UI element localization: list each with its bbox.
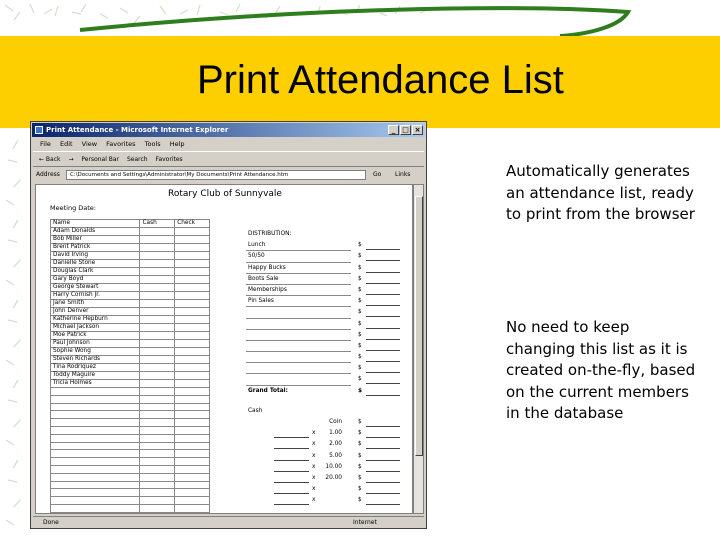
column-check: Check (175, 220, 210, 228)
member-name: Brent Patrick (51, 244, 140, 252)
denomination-row: x $ (246, 484, 411, 495)
column-cash: Cash (140, 220, 175, 228)
check-cell (175, 465, 210, 473)
table-row (51, 419, 210, 427)
cash-cell (140, 252, 175, 260)
check-cell (175, 244, 210, 252)
menu-help[interactable]: Help (169, 140, 185, 148)
club-heading: Rotary Club of Sunnyvale (168, 189, 282, 199)
cash-cell (140, 268, 175, 276)
member-name (51, 434, 140, 442)
maximize-button[interactable]: □ (400, 125, 411, 135)
table-row (51, 252, 210, 260)
cash-cell (140, 372, 175, 380)
address-input[interactable]: C:\Documents and Settings\Administrator\My Documents\Print Attendance.htm (66, 170, 366, 180)
document-page (35, 184, 413, 514)
member-name (51, 473, 140, 481)
member-name: Tina Rodriquez (51, 364, 140, 372)
attendance-rows (51, 228, 210, 513)
status-text: Done (43, 519, 59, 526)
vertical-scrollbar[interactable] (413, 184, 424, 514)
cash-cell (140, 442, 175, 450)
window-title: Print Attendance - Microsoft Internet Explorer (46, 126, 229, 134)
member-name (51, 458, 140, 466)
table-row (51, 380, 210, 388)
member-name (51, 465, 140, 473)
table-row (51, 426, 210, 434)
check-cell (175, 276, 210, 284)
status-bar (33, 516, 424, 528)
table-row (51, 489, 210, 497)
distribution-item: $ (246, 352, 351, 363)
close-button[interactable]: × (412, 125, 423, 135)
cash-cell (140, 244, 175, 252)
zone-text: Internet (353, 519, 377, 526)
cash-cell (140, 356, 175, 364)
cash-cell (140, 332, 175, 340)
cash-cell (140, 348, 175, 356)
check-cell (175, 260, 210, 268)
check-cell (175, 434, 210, 442)
menu-edit[interactable]: Edit (59, 140, 73, 148)
check-cell (175, 388, 210, 396)
member-name: Paul Johnson (51, 340, 140, 348)
favorites-button[interactable]: Favorites (155, 156, 183, 163)
denomination-row: x 10.00 $ (246, 462, 411, 473)
table-row (51, 442, 210, 450)
table-row (51, 356, 210, 364)
check-cell (175, 504, 210, 512)
cash-cell (140, 481, 175, 489)
check-cell (175, 348, 210, 356)
dollar-sign: $ (358, 387, 363, 394)
distribution-item: $ (246, 307, 351, 318)
member-name (51, 497, 140, 505)
distribution-item: Memberships $ (246, 285, 351, 296)
cash-cell (140, 324, 175, 332)
cash-cell (140, 284, 175, 292)
table-row (51, 473, 210, 481)
table-row (51, 411, 210, 419)
distribution-item: $ (246, 319, 351, 330)
check-cell (175, 228, 210, 236)
check-cell (175, 426, 210, 434)
table-row (51, 316, 210, 324)
member-name: Michael Jackson (51, 324, 140, 332)
denomination-row: x 1.00 $ (246, 428, 411, 439)
table-row (51, 228, 210, 236)
check-cell (175, 316, 210, 324)
member-name (51, 419, 140, 427)
table-row (51, 244, 210, 252)
check-cell (175, 450, 210, 458)
table-row (51, 481, 210, 489)
member-name (51, 489, 140, 497)
cash-cell (140, 497, 175, 505)
menu-bar (33, 138, 424, 150)
member-name: Danielle Stone (51, 260, 140, 268)
member-name: John Denver (51, 308, 140, 316)
cash-cell (140, 403, 175, 411)
table-row (51, 450, 210, 458)
cash-cell (140, 434, 175, 442)
cash-cell (140, 458, 175, 466)
go-button[interactable]: Go (373, 171, 382, 178)
member-name: Sophie Wong (51, 348, 140, 356)
member-name: Steven Richards (51, 356, 140, 364)
cash-cell (140, 450, 175, 458)
address-bar (33, 168, 424, 182)
table-header (51, 220, 210, 228)
browser-window (30, 121, 427, 529)
table-row (51, 236, 210, 244)
distribution-item: $ (246, 363, 351, 374)
table-row (51, 324, 210, 332)
menu-view[interactable]: View (81, 140, 98, 148)
bullet-2: No need to keep changing this list as it is created on-the-fly, based on the current members in the database (506, 318, 696, 422)
member-name (51, 388, 140, 396)
table-row (51, 465, 210, 473)
check-cell (175, 308, 210, 316)
member-name (51, 504, 140, 512)
member-name: Bob Miller (51, 236, 140, 244)
check-cell (175, 364, 210, 372)
check-cell (175, 356, 210, 364)
cash-cell (140, 316, 175, 324)
cash-cell (140, 504, 175, 512)
check-cell (175, 458, 210, 466)
minimize-button[interactable]: _ (388, 125, 399, 135)
cash-cell (140, 426, 175, 434)
distribution-section (246, 229, 411, 507)
check-cell (175, 300, 210, 308)
denomination-row: x 2.00 $ (246, 439, 411, 450)
cash-cell (140, 489, 175, 497)
menu-favorites[interactable]: Favorites (106, 140, 136, 148)
cash-cell (140, 395, 175, 403)
member-name: Toddy Maguire (51, 372, 140, 380)
member-name: Adam Donalds (51, 228, 140, 236)
menu-tools[interactable]: Tools (144, 140, 161, 148)
cash-cell (140, 388, 175, 396)
check-cell (175, 332, 210, 340)
column-name: Name (51, 220, 140, 228)
cash-cell (140, 228, 175, 236)
cash-cell (140, 308, 175, 316)
check-cell (175, 473, 210, 481)
distribution-item: Pin Sales $ (246, 296, 351, 307)
cash-cell (140, 411, 175, 419)
table-row (51, 395, 210, 403)
table-row (51, 260, 210, 268)
window-titlebar (32, 123, 425, 137)
denomination-row: x 20.00 $ (246, 473, 411, 484)
check-cell (175, 236, 210, 244)
check-cell (175, 419, 210, 427)
member-name: Moe Patrick (51, 332, 140, 340)
dollar-sign: $ (358, 419, 362, 425)
coin-label: Coin (329, 419, 342, 425)
meeting-date-label: Meeting Date: (50, 204, 96, 212)
distribution-heading: DISTRIBUTION: (248, 231, 292, 237)
check-cell (175, 268, 210, 276)
check-cell (175, 324, 210, 332)
personal-bar-button[interactable]: Personal Bar (81, 156, 120, 163)
check-cell (175, 489, 210, 497)
back-button[interactable]: ← Back (39, 156, 61, 163)
member-name: Gary Boyd (51, 276, 140, 284)
table-row (51, 300, 210, 308)
member-name (51, 426, 140, 434)
attendance-table (50, 219, 210, 513)
member-name: Jane Smith (51, 300, 140, 308)
table-row (51, 308, 210, 316)
ie-icon (35, 126, 43, 134)
cash-cell (140, 260, 175, 268)
member-name (51, 481, 140, 489)
member-name: Katherine Hepburn (51, 316, 140, 324)
cash-cell (140, 340, 175, 348)
cash-cell (140, 419, 175, 427)
table-row (51, 348, 210, 356)
table-row (51, 284, 210, 292)
check-cell (175, 395, 210, 403)
table-row (51, 364, 210, 372)
member-name: George Stewart (51, 284, 140, 292)
member-name (51, 450, 140, 458)
member-name: David Irving (51, 252, 140, 260)
member-name: Tricia Holmes (51, 380, 140, 388)
member-name (51, 403, 140, 411)
check-cell (175, 442, 210, 450)
check-cell (175, 284, 210, 292)
member-name (51, 442, 140, 450)
table-row (51, 340, 210, 348)
table-row (51, 268, 210, 276)
cash-cell (140, 276, 175, 284)
denomination-row: x 5.00 $ (246, 451, 411, 462)
grand-total-label: Grand Total: (248, 387, 288, 394)
distribution-item: 50/50 $ (246, 251, 351, 262)
search-button[interactable]: Search (127, 156, 148, 163)
distribution-item: $ (246, 330, 351, 341)
check-cell (175, 411, 210, 419)
check-cell (175, 403, 210, 411)
check-cell (175, 497, 210, 505)
table-row (51, 276, 210, 284)
cash-cell (140, 364, 175, 372)
distribution-item: $ (246, 341, 351, 352)
denomination-row: x $ (246, 495, 411, 506)
distribution-rows (246, 240, 411, 385)
cash-cell (140, 292, 175, 300)
table-row (51, 332, 210, 340)
check-cell (175, 340, 210, 348)
cash-cell (140, 300, 175, 308)
check-cell (175, 252, 210, 260)
cash-cell (140, 236, 175, 244)
scroll-thumb[interactable] (415, 196, 423, 456)
forward-button[interactable]: → (68, 156, 74, 163)
cash-cell (140, 473, 175, 481)
cash-row: Cash (248, 407, 263, 414)
distribution-item: Lunch $ (246, 240, 351, 251)
swoosh-line (80, 8, 628, 36)
table-row (51, 372, 210, 380)
table-row (51, 292, 210, 300)
table-row (51, 458, 210, 466)
member-name: Douglas Clark (51, 268, 140, 276)
member-name: Harry Cornish Jr. (51, 292, 140, 300)
links-button[interactable]: Links (395, 171, 411, 178)
address-label: Address (36, 171, 60, 178)
slide-title: Print Attendance List (197, 58, 564, 102)
check-cell (175, 481, 210, 489)
coin-row (246, 417, 411, 428)
check-cell (175, 372, 210, 380)
cash-cell (140, 380, 175, 388)
distribution-item: Boots Sale $ (246, 274, 351, 285)
check-cell (175, 380, 210, 388)
distribution-item: $ (246, 374, 351, 385)
member-name (51, 411, 140, 419)
distribution-item: Happy Bucks $ (246, 263, 351, 274)
table-row (51, 388, 210, 396)
denomination-rows (246, 428, 411, 506)
menu-file[interactable]: File (40, 140, 51, 148)
check-cell (175, 292, 210, 300)
table-row (51, 434, 210, 442)
member-name (51, 395, 140, 403)
table-row (51, 497, 210, 505)
bullet-1: Automatically generates an attendance list, ready to print from the browser (506, 162, 695, 223)
toolbar (33, 151, 424, 167)
table-row (51, 504, 210, 512)
cash-cell (140, 465, 175, 473)
table-row (51, 403, 210, 411)
grand-total-row (246, 386, 363, 397)
